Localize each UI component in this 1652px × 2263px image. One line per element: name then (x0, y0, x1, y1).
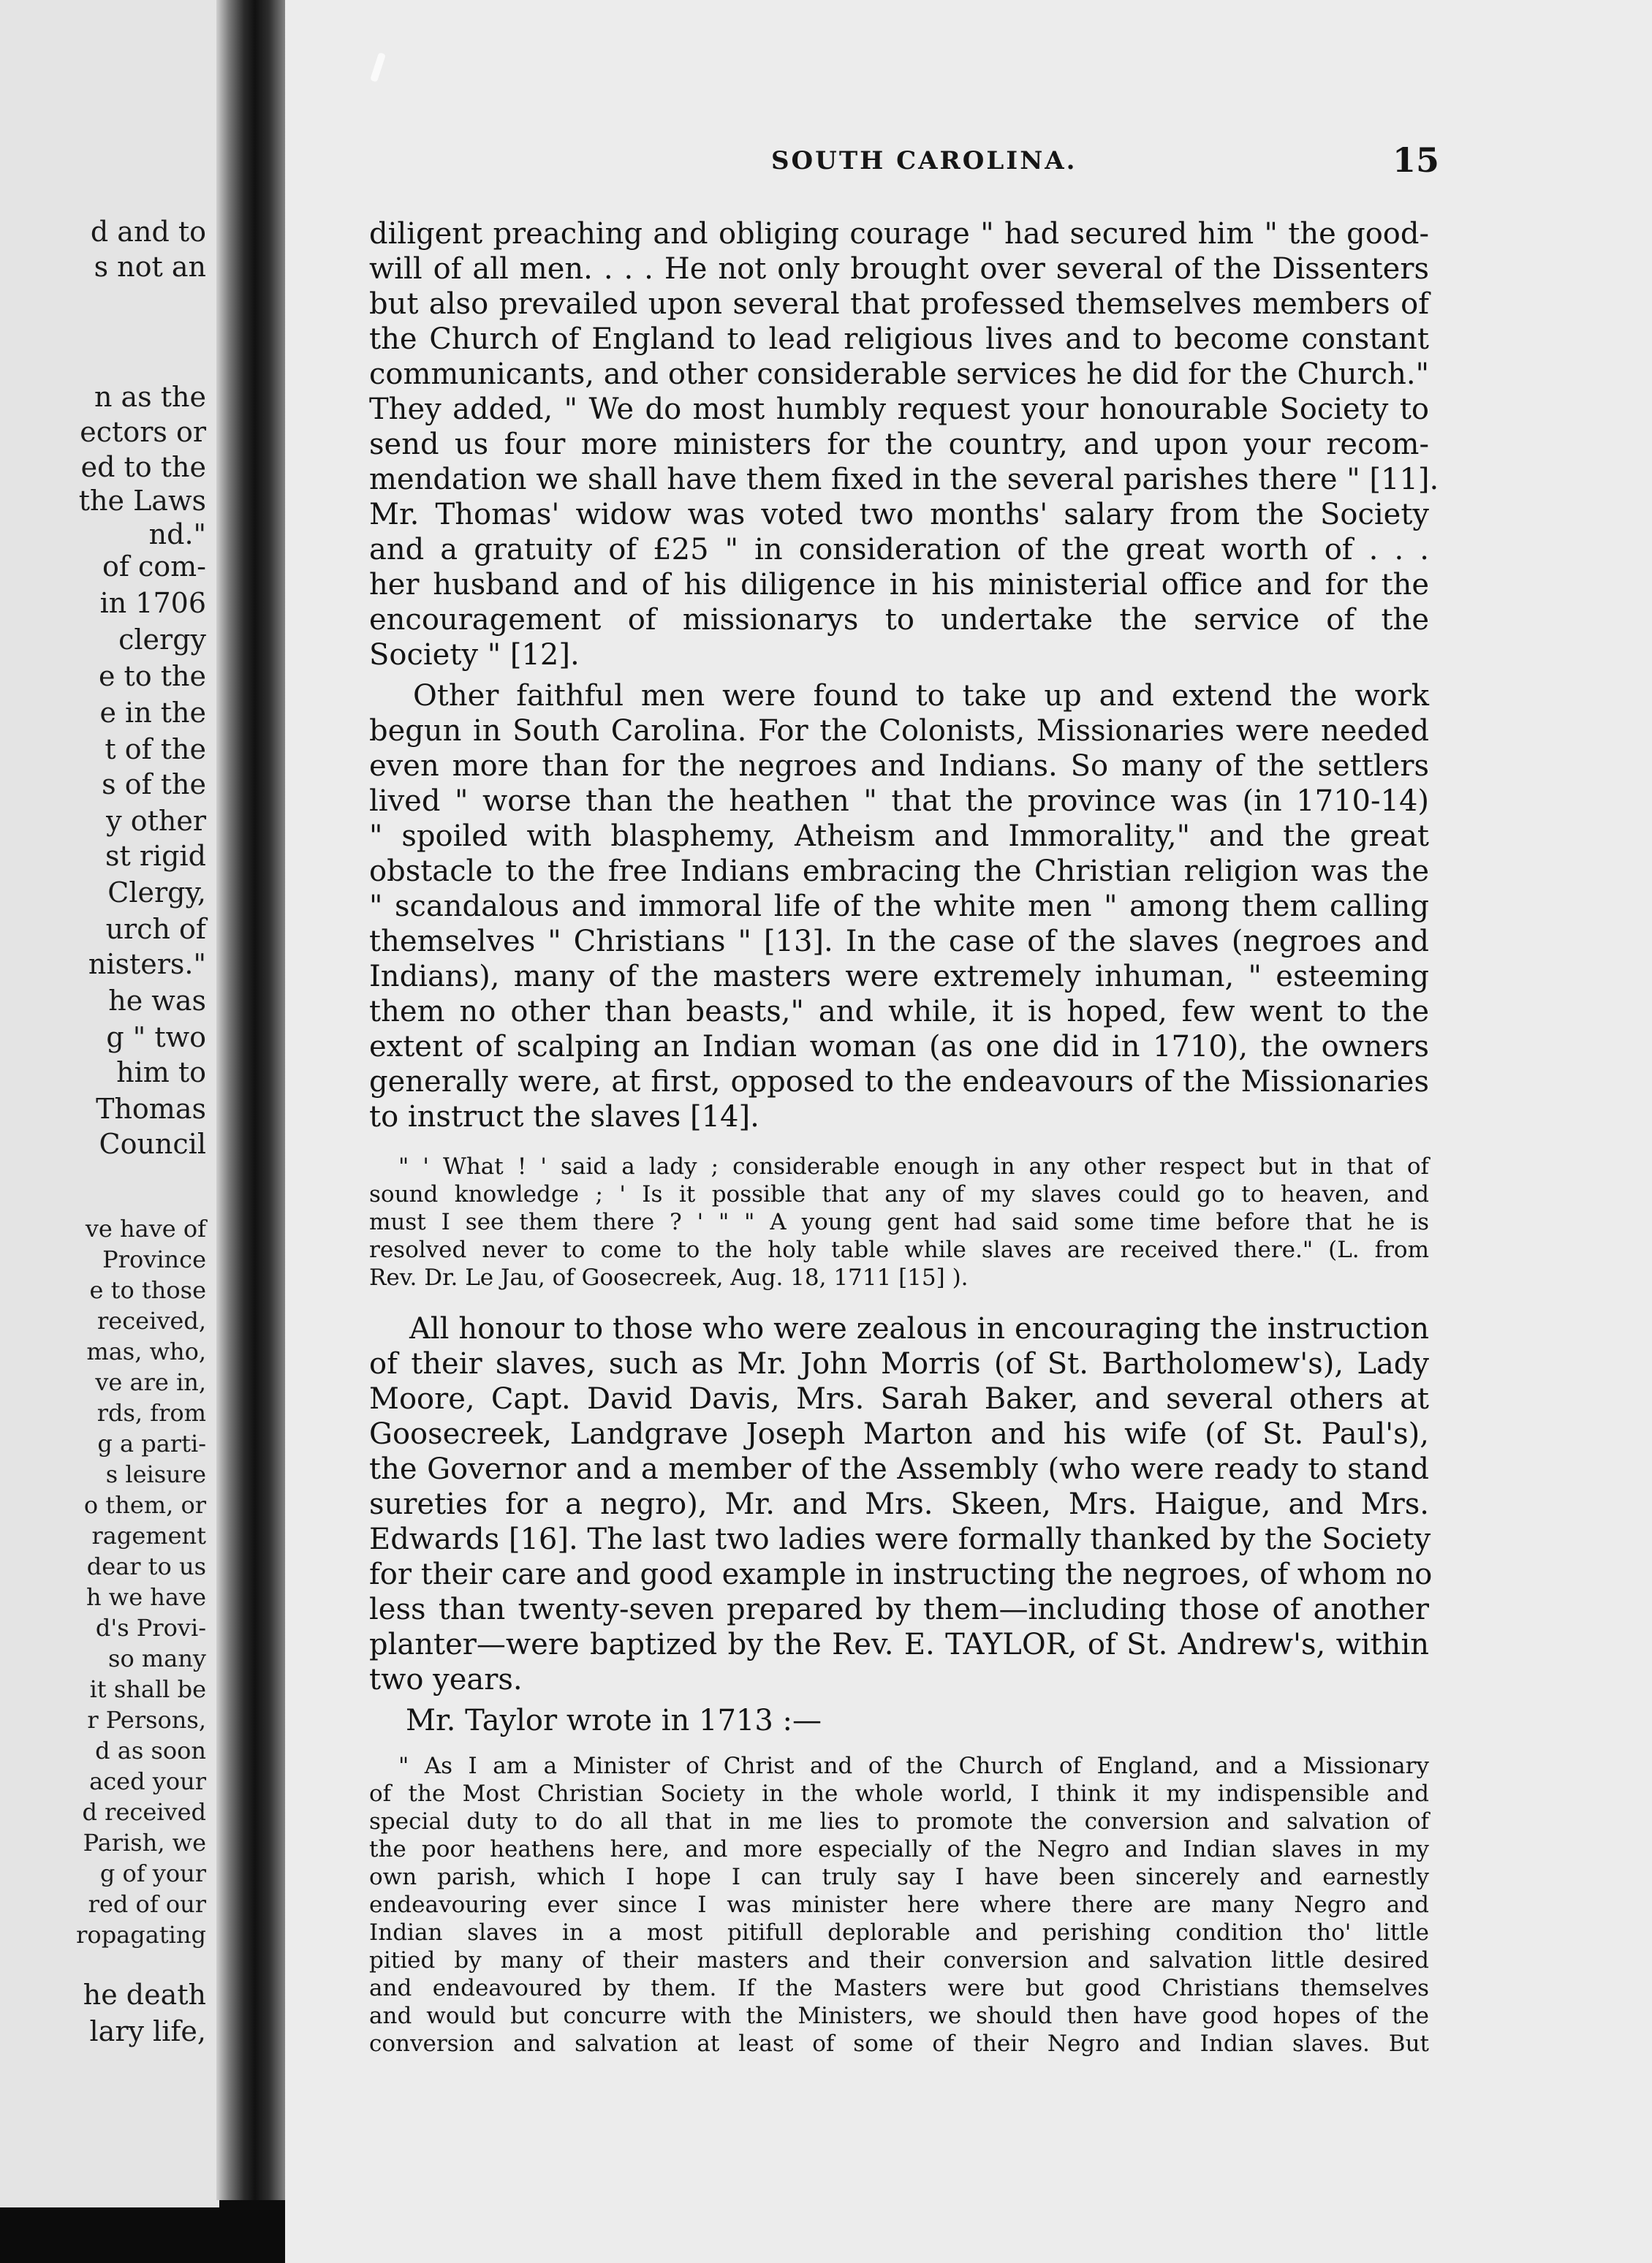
body-line: planter—were baptized by the Rev. E. TAYLOR, of St. Andrew's, within (369, 1628, 1429, 1661)
body-line: but also prevailed upon several that professed themselves members of (369, 287, 1429, 321)
left-page-line: y other (106, 805, 206, 837)
body-line: sureties for a negro), Mr. and Mrs. Skeen, Mrs. Haigue, and Mrs. (369, 1487, 1429, 1521)
body-line: encouragement of missionarys to undertake the service of the (369, 603, 1429, 637)
body-line: " scandalous and immoral life of the white men " among them calling (369, 890, 1429, 923)
left-page-line: lary life, (89, 2015, 206, 2047)
body-line: begun in South Carolina. For the Colonists, Missionaries were needed (369, 714, 1429, 748)
quote-line: endeavouring ever since I was minister here where there are many Negro and (369, 1892, 1429, 1918)
left-page-line: st rigid (105, 840, 206, 872)
quote-line: and would but concurre with the Ministers, we should then have good hopes of the (369, 2003, 1429, 2029)
left-page-line: ve are in, (95, 1368, 206, 1396)
left-page-line: nisters." (88, 948, 206, 980)
left-page-line: d and to (90, 216, 206, 248)
quote-line: " As I am a Minister of Christ and of the Church of England, and a Missionary (398, 1753, 1429, 1779)
left-page-line: him to (116, 1056, 206, 1088)
left-page-line: o them, or (83, 1491, 206, 1519)
body-line: her husband and of his diligence in his ministerial office and for the (369, 568, 1429, 602)
left-page-line: mas, who, (86, 1338, 206, 1365)
left-page-line: g of your (99, 1860, 206, 1887)
left-page-line: r Persons, (87, 1706, 206, 1734)
body-line: to instruct the slaves [14]. (369, 1100, 759, 1134)
left-page-line: n as the (94, 381, 206, 413)
left-page-line: g " two (106, 1021, 206, 1053)
left-page-line: of com- (102, 550, 206, 583)
quote-line: of the Most Christian Society in the whole world, I think it my indispensible and (369, 1781, 1429, 1807)
left-page-line: clergy (118, 623, 206, 656)
body-line: They added, " We do most humbly request your honourable Society to (369, 393, 1429, 426)
body-line: less than twenty-seven prepared by them—including those of another (369, 1593, 1429, 1626)
body-line: mendation we shall have them fixed in the several parishes there " [11]. (369, 463, 1439, 496)
body-line: diligent preaching and obliging courage " had secured him " the good- (369, 217, 1429, 251)
quote-line: own parish, which I hope I can truly say I have been sincerely and earnestly (369, 1864, 1429, 1890)
left-page-line: s of the (102, 768, 206, 800)
body-line: Edwards [16]. The last two ladies were formally thanked by the Society (369, 1523, 1431, 1556)
left-page-line: ropagating (76, 1921, 206, 1949)
body-line: themselves " Christians " [13]. In the case of the slaves (negroes and (369, 925, 1429, 958)
left-page-line: e to those (89, 1276, 206, 1304)
left-page-line: so many (108, 1645, 206, 1672)
quote-line: " ' What ! ' said a lady ; considerable enough in any other respect but in that of (398, 1153, 1429, 1180)
quote-line: pitied by many of their masters and their conversion and salvation little desired (369, 1947, 1429, 1974)
left-page-line: in 1706 (99, 587, 206, 619)
body-line: for their care and good example in instructing the negroes, of whom no (369, 1558, 1433, 1591)
left-page-line: Council (99, 1128, 206, 1160)
left-page-line: he death (83, 1979, 206, 2011)
left-page-line: Thomas (96, 1093, 206, 1125)
running-title: SOUTH CAROLINA. (771, 146, 1077, 175)
left-page-line: e to the (98, 660, 206, 692)
body-line: generally were, at first, opposed to the endeavours of the Missionaries (369, 1065, 1429, 1099)
page-number: 15 (1393, 140, 1440, 180)
body-line: extent of scalping an Indian woman (as one did in 1710), the owners (369, 1030, 1429, 1064)
left-page-line: ed to the (80, 451, 206, 483)
body-line: even more than for the negroes and Indians. So many of the settlers (369, 749, 1429, 783)
quote-line: Indian slaves in a most pitifull deplorable and perishing condition tho' little (369, 1919, 1429, 1946)
body-line: obstacle to the free Indians embracing the Christian religion was the (369, 854, 1429, 888)
left-page-line: s leisure (105, 1460, 206, 1488)
left-page-line: rds, from (96, 1399, 206, 1427)
book-gutter-shadow (216, 0, 287, 2200)
left-page-line: e in the (99, 697, 206, 729)
left-page-line: aced your (89, 1767, 206, 1795)
quote-line: sound knowledge ; ' Is it possible that any of my slaves could go to heaven, and (369, 1181, 1429, 1208)
quote-line: the poor heathens here, and more especially of the Negro and Indian slaves in my (369, 1836, 1429, 1862)
body-line: send us four more ministers for the country, and upon your recom- (369, 428, 1429, 461)
body-line: communicants, and other considerable services he did for the Church." (369, 357, 1429, 391)
quote-line: special duty to do all that in me lies to promote the conversion and salvation of (369, 1808, 1429, 1835)
left-page-line: d as soon (95, 1737, 206, 1764)
left-page-line: ve have of (85, 1215, 206, 1243)
body-line: Indians), many of the masters were extremely inhuman, " esteeming (369, 960, 1429, 993)
body-line: Goosecreek, Landgrave Joseph Marton and his wife (of St. Paul's), (369, 1417, 1429, 1451)
left-page-line: he was (108, 985, 206, 1017)
quote-line: Rev. Dr. Le Jau, of Goosecreek, Aug. 18, 1711 [15] ). (369, 1265, 969, 1291)
left-page-line: received, (97, 1307, 206, 1335)
left-page-line: ectors or (80, 416, 206, 448)
left-page-line: g a parti- (97, 1430, 206, 1458)
quote-line: and endeavoured by them. If the Masters were but good Christians themselves (369, 1975, 1429, 2001)
body-line: and a gratuity of £25 " in consideration of the great worth of . . . (369, 533, 1429, 566)
left-page-line: it shall be (89, 1675, 206, 1703)
left-facing-page (0, 0, 219, 2207)
left-page-line: Parish, we (83, 1829, 206, 1857)
left-page-line: t of the (105, 733, 206, 765)
left-page-line: ragement (91, 1522, 206, 1550)
left-page-line: red of our (88, 1890, 206, 1918)
body-line: them no other than beasts," and while, it is hoped, few went to the (369, 995, 1429, 1028)
body-line: lived " worse than the heathen " that the province was (in 1710-14) (369, 784, 1429, 818)
body-line: Moore, Capt. David Davis, Mrs. Sarah Baker, and several others at (369, 1382, 1429, 1416)
body-line: the Governor and a member of the Assembly (who were ready to stand (369, 1452, 1429, 1486)
body-line: Other faithful men were found to take up and extend the work (413, 679, 1429, 713)
body-line: the Church of England to lead religious lives and to become constant (369, 322, 1429, 356)
body-line: will of all men. . . . He not only brought over several of the Dissenters (369, 252, 1429, 286)
quote-line: must I see them there ? ' " " A young gent had said some time before that he is (369, 1209, 1429, 1235)
left-page-line: d received (82, 1798, 206, 1826)
left-page-line: h we have (86, 1583, 206, 1611)
left-page-line: d's Provi- (95, 1614, 206, 1642)
body-line: of their slaves, such as Mr. John Morris (of St. Bartholomew's), Lady (369, 1347, 1429, 1381)
body-line: All honour to those who were zealous in encouraging the instruction (409, 1312, 1429, 1346)
quote-line: conversion and salvation at least of some of their Negro and Indian slaves. But (369, 2031, 1429, 2057)
body-line: Society " [12]. (369, 638, 580, 672)
quote-line: resolved never to come to the holy table while slaves are received there." (L. from (369, 1237, 1429, 1263)
left-page-line: Province (102, 1246, 206, 1273)
left-page-line: dear to us (86, 1553, 206, 1580)
left-page-line: Clergy, (107, 876, 206, 909)
body-line: two years. (369, 1663, 523, 1697)
body-line: " spoiled with blasphemy, Atheism and Immorality," and the great (369, 819, 1429, 853)
left-page-line: the Laws (78, 485, 206, 517)
left-page-line: nd." (148, 518, 206, 550)
body-line: Mr. Thomas' widow was voted two months' salary from the Society (369, 498, 1429, 531)
body-line: Mr. Taylor wrote in 1713 :— (406, 1704, 822, 1737)
left-page-line: s not an (94, 251, 206, 283)
left-page-line: urch of (105, 913, 206, 945)
